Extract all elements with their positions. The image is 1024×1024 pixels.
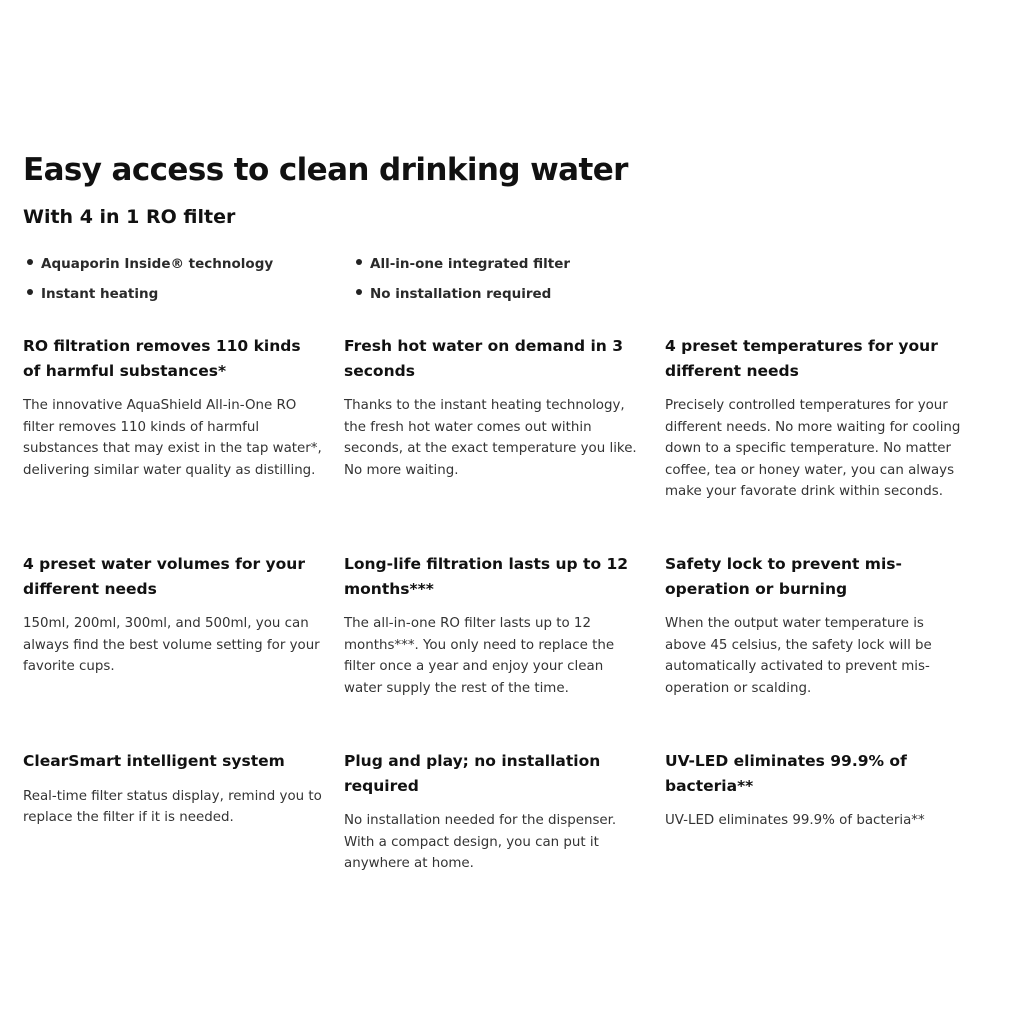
feature-heading: ClearSmart intelligent system: [23, 752, 285, 770]
feature-description: Precisely controlled temperatures for your different needs. No more waiting for cooling down to a specific temperature. No matter coffee, tea or honey water, you can always make your favorate drink within seconds.: [665, 398, 961, 500]
bullet-dot-icon: [27, 289, 33, 295]
feature-heading: 4 preset water volumes for your different needs: [23, 555, 305, 598]
feature-description: The innovative AquaShield All-in-One RO filter removes 110 kinds of harmful substances that may exist in the tap water*, delivering similar water quality as distilling.: [23, 398, 322, 478]
page-subtitle: With 4 in 1 RO filter: [23, 206, 236, 228]
feature-description: When the output water temperature is above 45 celsius, the safety lock will be automatically activated to prevent mis-operation or scalding.: [665, 616, 932, 696]
highlights-list: [23, 256, 723, 316]
highlight-label: Instant heating: [41, 286, 159, 302]
feature-heading: Plug and play; no installation required: [344, 752, 601, 795]
feature-preset-temperatures: [665, 334, 965, 503]
highlight-label: All-in-one integrated filter: [370, 256, 571, 272]
feature-ro-filtration: [23, 334, 323, 481]
feature-plug-and-play: [344, 749, 644, 875]
feature-heading: Fresh hot water on demand in 3 seconds: [344, 337, 623, 380]
feature-description: The all-in-one RO filter lasts up to 12 months***. You only need to replace the filter once a year and enjoy your clean water supply the rest of the time.: [344, 616, 615, 696]
feature-heading: Safety lock to prevent mis-operation or burning: [665, 555, 902, 598]
feature-safety-lock: [665, 552, 965, 699]
highlight-label: Aquaporin Inside® technology: [41, 256, 274, 272]
feature-description: No installation needed for the dispenser. With a compact design, you can put it anywhere at home.: [344, 813, 617, 872]
feature-heading: UV-LED eliminates 99.9% of bacteria**: [665, 752, 907, 795]
feature-heading: 4 preset temperatures for your different needs: [665, 337, 938, 380]
highlight-item: [356, 256, 570, 272]
feature-heading: RO filtration removes 110 kinds of harmful substances*: [23, 337, 301, 380]
feature-uv-led: [665, 749, 965, 832]
feature-clearsmart: [23, 749, 323, 829]
feature-heading: Long-life filtration lasts up to 12 months***: [344, 555, 629, 598]
feature-preset-volumes: [23, 552, 323, 678]
feature-description: 150ml, 200ml, 300ml, and 500ml, you can always find the best volume setting for your favorite cups.: [23, 616, 320, 675]
bullet-dot-icon: [356, 289, 362, 295]
highlight-item: [27, 256, 273, 272]
highlight-item: [27, 286, 158, 302]
bullet-dot-icon: [356, 259, 362, 265]
highlight-item: [356, 286, 551, 302]
feature-description: Real-time filter status display, remind you to replace the filter if it is needed.: [23, 788, 322, 826]
feature-hot-water: [344, 334, 644, 481]
feature-long-life-filtration: [344, 552, 644, 699]
feature-description: UV-LED eliminates 99.9% of bacteria**: [665, 813, 925, 828]
page-title: Easy access to clean drinking water: [23, 152, 628, 188]
feature-description: Thanks to the instant heating technology, the fresh hot water comes out within seconds, at the exact temperature you like. No more waiting.: [344, 398, 637, 478]
highlight-label: No installation required: [370, 286, 552, 302]
bullet-dot-icon: [27, 259, 33, 265]
